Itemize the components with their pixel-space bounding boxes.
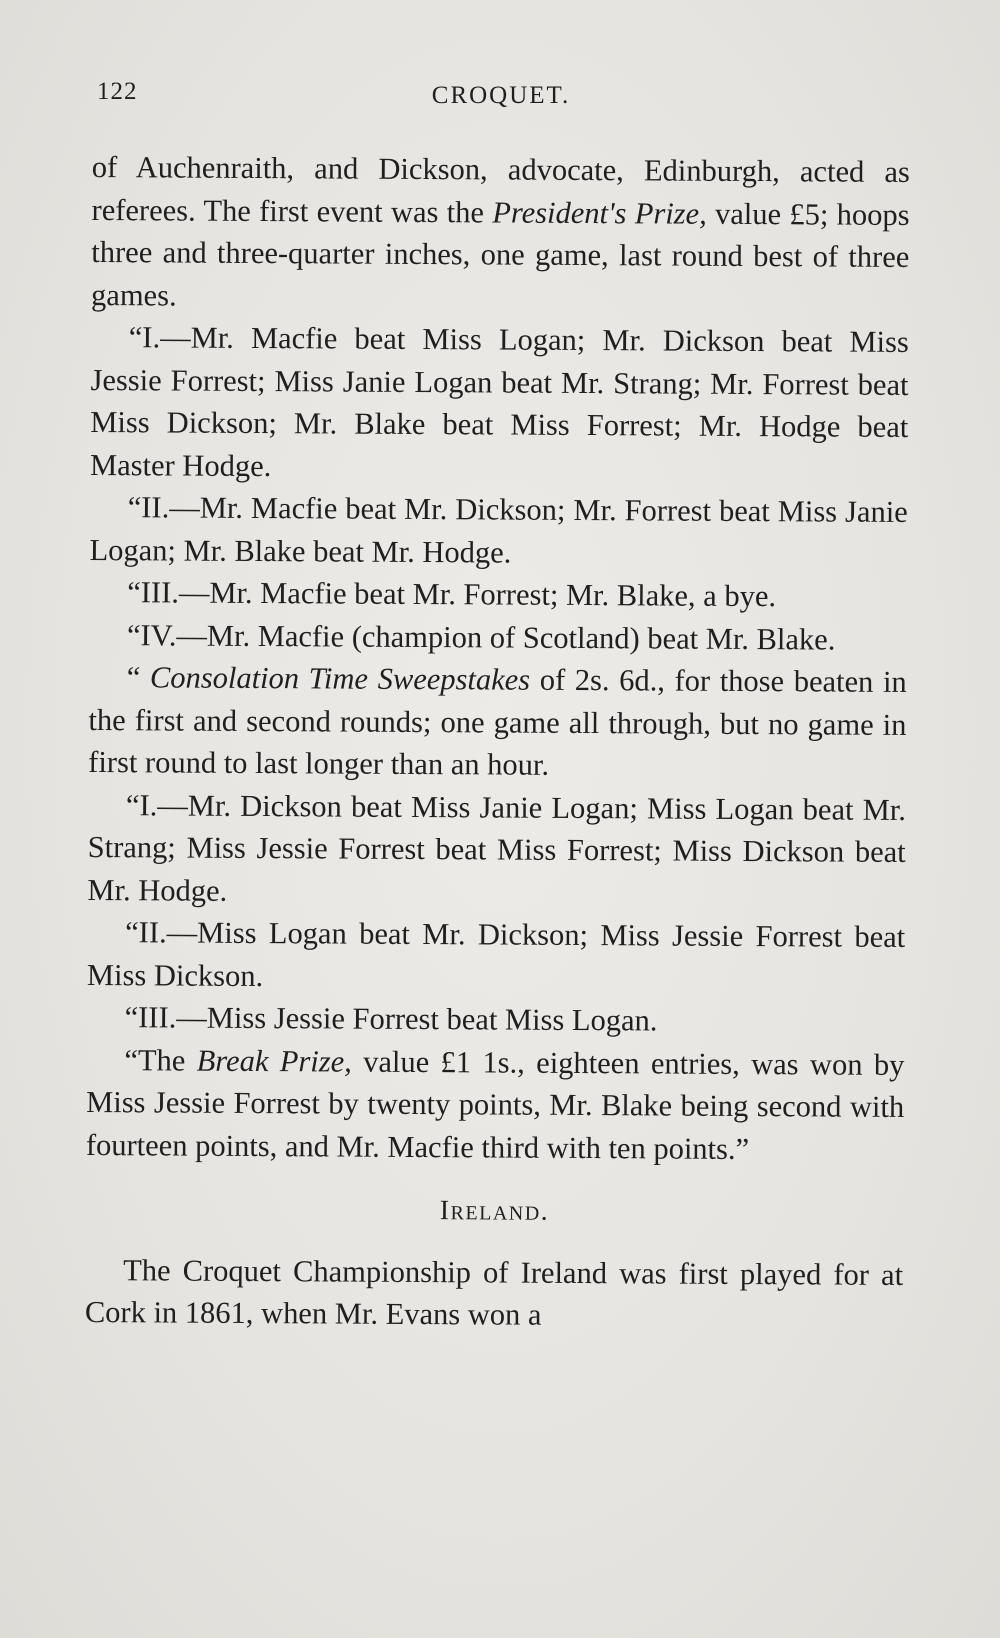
text-run: “The <box>124 1042 197 1078</box>
paragraph <box>87 996 905 1043</box>
text-run: “IV.—Mr. Macfie (champion of Scotland) beat Mr. Blake. <box>126 617 836 657</box>
page-number: 122 <box>97 78 138 105</box>
text-run: “ <box>126 660 151 695</box>
italic-run: Consolation Time Sweepstakes <box>149 660 531 697</box>
paragraph <box>87 911 906 1001</box>
paragraph <box>85 1248 904 1338</box>
main-paragraphs <box>86 146 910 1171</box>
paragraph <box>89 613 907 660</box>
italic-run: Break Prize, <box>196 1043 352 1079</box>
text-run: of 2s. 6d., for those beaten in the first and second rounds; one game all through, but no game in first round to last longer than an hour. <box>88 662 907 782</box>
text-run: “II.—Mr. Macfie beat Mr. Dickson; Mr. Forrest beat Miss Janie Logan; Mr. Blake beat Mr. Hodge. <box>89 490 908 570</box>
text-run: The Croquet Championship of Ireland was first played for at Cork in 1861, when Mr. Evans won a <box>84 1252 904 1332</box>
paragraph <box>89 486 908 576</box>
section-paragraphs <box>85 1248 904 1338</box>
running-head <box>97 78 905 118</box>
text-run: of Auchenraith, and Dickson, advocate, Edinburgh, acted as referees. The first event was the <box>91 149 910 229</box>
paragraph <box>88 656 907 788</box>
text-run: value £5; hoops three and three-quarter inches, one game, last round best of three games. <box>90 196 910 313</box>
text-run: “I.—Mr. Macfie beat Miss Logan; Mr. Dickson beat Miss Jessie Forrest; Miss Janie Logan beat Mr. Strang; Mr. Forrest beat Miss Dickson; Mr. Blake beat Miss Forrest; Mr. Hodge beat Master Hodge. <box>89 320 909 483</box>
text-run: “III.—Mr. Macfie beat Mr. Forrest; Mr. Blake, a bye. <box>127 575 777 614</box>
body-text <box>85 146 910 1338</box>
text-run: “I.—Mr. Dickson beat Miss Janie Logan; Miss Logan beat Mr. Strang; Miss Jessie Forrest beat Miss Forrest; Miss Dickson beat Mr. Hodge. <box>87 787 907 908</box>
paragraph <box>87 783 906 915</box>
running-title: CROQUET. <box>431 82 571 109</box>
paragraph <box>89 571 907 618</box>
section-heading: Ireland. <box>439 1195 550 1227</box>
text-run: “II.—Miss Logan beat Mr. Dickson; Miss Jessie Forrest beat Miss Dickson. <box>86 915 906 993</box>
text-run: “III.—Miss Jessie Forrest beat Miss Logan. <box>124 1000 658 1038</box>
paragraph <box>86 1038 905 1170</box>
text-run: value £1 1s., eighteen entries, was won by Miss Jessie Forrest by twenty points, Mr. Blake being second with fourteen points, and Mr. Macfie third with ten points.” <box>85 1044 905 1166</box>
paragraph <box>91 146 910 321</box>
italic-run: President's Prize, <box>492 194 707 231</box>
paragraph <box>90 316 909 491</box>
